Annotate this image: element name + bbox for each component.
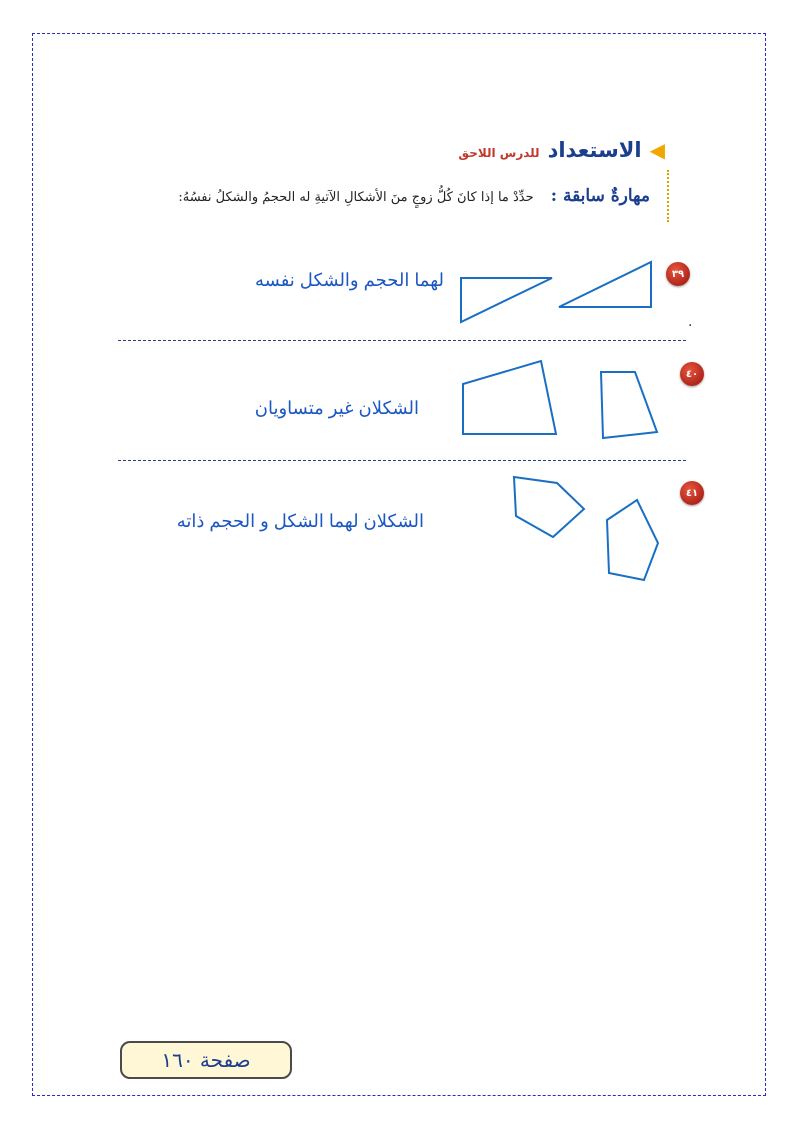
skill-label: مهارةٌ سابقة : <box>550 186 650 206</box>
quadrilateral-shape <box>601 372 657 438</box>
exercise-number-badge: ٤١ <box>680 481 704 505</box>
quadrilateral-shape <box>463 361 556 434</box>
skill-text: حدِّدْ ما إذا كانَ كُلُّ زوجٍ منَ الأشكالِ الآتيةِ له الحجمُ والشكلُ نفسُهُ: <box>178 190 534 205</box>
heading-title: الاستعداد <box>547 138 642 162</box>
exercise-number-badge: ٣٩ <box>666 262 690 286</box>
right-triangle-shape <box>461 278 552 322</box>
exercise-answer: لهما الحجم والشكل نفسه <box>254 270 444 290</box>
page-number-label: صفحة ١٦٠ <box>161 1048 251 1072</box>
heading-subtitle: للدرس اللاحق <box>458 146 540 160</box>
page-number-tag <box>120 1041 292 1079</box>
stray-dot: . <box>688 314 693 330</box>
triangle-arrow-icon: ◀ <box>649 138 665 162</box>
right-triangle-shape <box>559 262 651 307</box>
exercise-number-badge: ٤٠ <box>680 362 704 386</box>
pentagon-shape <box>514 477 584 537</box>
pentagon-shape <box>607 500 658 580</box>
exercise-answer: الشكلان لهما الشكل و الحجم ذاته <box>176 511 424 531</box>
exercise-answer: الشكلان غير متساويان <box>254 398 419 418</box>
